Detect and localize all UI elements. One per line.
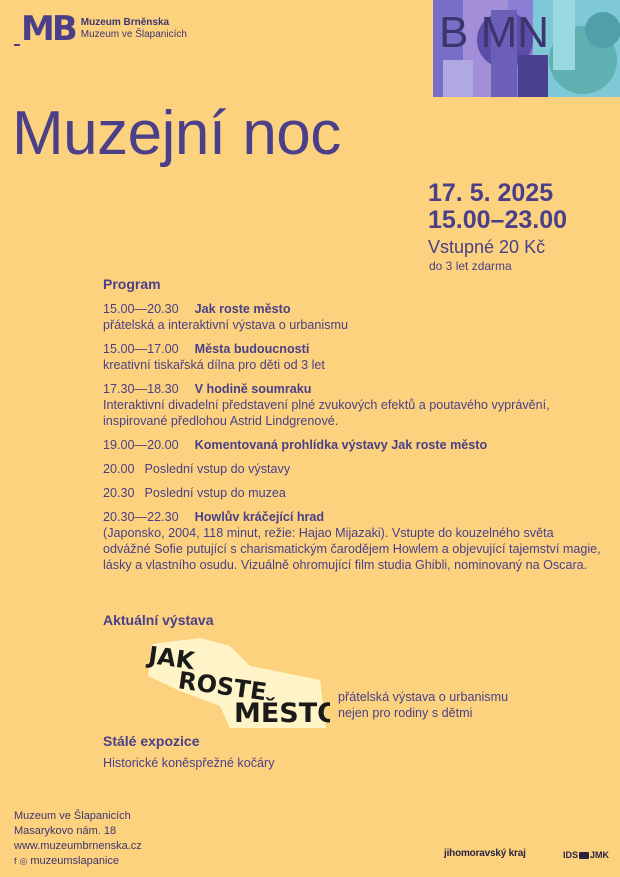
page-title: Muzejní noc [12, 99, 341, 168]
logo-mark [14, 9, 75, 49]
exhibit-logo-word-2: ROSTE [176, 666, 269, 707]
program-item-time: 15.00—17.00 [103, 342, 179, 356]
instagram-icon: ◎ [19, 856, 28, 866]
program-item-name: V hodině soumraku [194, 382, 312, 396]
program-item [103, 437, 613, 453]
program-item-name: Města budoucnosti [194, 342, 310, 356]
partner-kraj-logo: jihomoravský kraj [444, 848, 526, 859]
exhibit-desc-line1: přátelská výstava o urbanismu [338, 690, 509, 704]
exhibit-logo-word-3: MĚSTO [234, 698, 330, 729]
program-item [103, 485, 613, 501]
program-item-time: 15.00—20.30 [103, 302, 179, 316]
program-item-name: Howlův kráčející hrad [194, 510, 325, 524]
event-time: 15.00–23.00 [428, 206, 568, 234]
footer-address-name: Muzeum ve Šlapanicích [14, 810, 131, 822]
event-info [428, 180, 567, 273]
partner-ids-logo [563, 850, 609, 860]
program-item [103, 461, 613, 477]
org-sub: Muzeum ve Šlapanicích [80, 29, 187, 40]
exhibit-logo [140, 636, 330, 731]
program-item-desc: kreativní tiskařská dílna pro děti od 3 let [103, 358, 325, 372]
program-item-time: 20.30 [103, 486, 135, 500]
program-item-plain: Poslední vstup do muzea [144, 486, 286, 500]
program-item [103, 341, 613, 373]
facebook-icon: f [14, 856, 17, 866]
program-title: Program [103, 276, 161, 292]
entry-fee: Vstupné 20 Kč [428, 237, 546, 257]
logo-text [81, 17, 187, 41]
program-item-time: 20.30—22.30 [103, 510, 179, 524]
program-item-plain: Poslední vstup do výstavy [144, 462, 291, 476]
program-item-time: 17.30—18.30 [103, 382, 179, 396]
program-item [103, 381, 613, 429]
program-item-name: Jak roste město [194, 302, 291, 316]
program-item-time: 19.00—20.00 [103, 438, 179, 452]
permanent-item: Historické koněspřežné kočáry [103, 756, 275, 770]
exhibit-desc [338, 689, 508, 721]
entry-note: do 3 let zdarma [429, 259, 512, 273]
org-name: Muzeum Brněnska [80, 17, 170, 28]
brno-graphic-svg [433, 0, 620, 97]
logo-mark-text: MB [21, 9, 75, 49]
program-item-desc: Interaktivní divadelní představení plné zvukových efektů a poutavého vyprávění, inspirované předlohou Astrid Lindgrenové. [103, 398, 550, 428]
program-item-desc: (Japonsko, 2004, 118 minut, režie: Hajao Mijazaki). Vstupte do kouzelného světa odvážné Sofie putující s charismatickým čarodějem Howlem a objevující tajemství magie, lásky a vlastního osudu. Vizuálně ohromující film studia Ghibli, nominovaný na Oscara. [103, 526, 601, 572]
event-date: 17. 5. 2025 [428, 179, 554, 207]
program-item-desc: přátelská a interaktivní výstava o urbanismu [103, 318, 348, 332]
footer-address-street: Masarykovo nám. 18 [14, 825, 117, 837]
exhibit-title: Aktuální výstava [103, 612, 214, 628]
partner-ids-text: IDS [563, 850, 579, 860]
brno-letters: B MN [439, 8, 549, 57]
partner-jmk-text: JMK [590, 850, 610, 860]
brno-graphic [433, 0, 620, 97]
museum-logo [14, 9, 187, 49]
program-item [103, 509, 613, 573]
exhibit-logo-svg [140, 636, 330, 731]
footer-social-handle: muzeumslapanice [30, 855, 120, 867]
footer-website[interactable]: www.muzeumbrnenska.cz [14, 840, 142, 852]
program-item-time: 20.00 [103, 462, 135, 476]
program-item-name: Komentovaná prohlídka výstavy Jak roste město [194, 438, 488, 452]
exhibit-desc-line2: nejen pro rodiny s dětmi [338, 706, 473, 720]
bus-icon [579, 852, 589, 859]
footer [14, 809, 142, 869]
footer-social[interactable] [14, 854, 142, 869]
logo-bar [14, 44, 20, 46]
exhibit-logo-word-1: JAK [146, 641, 197, 676]
program-section [103, 276, 613, 581]
program-item [103, 301, 613, 333]
permanent-title: Stálé expozice [103, 733, 200, 749]
